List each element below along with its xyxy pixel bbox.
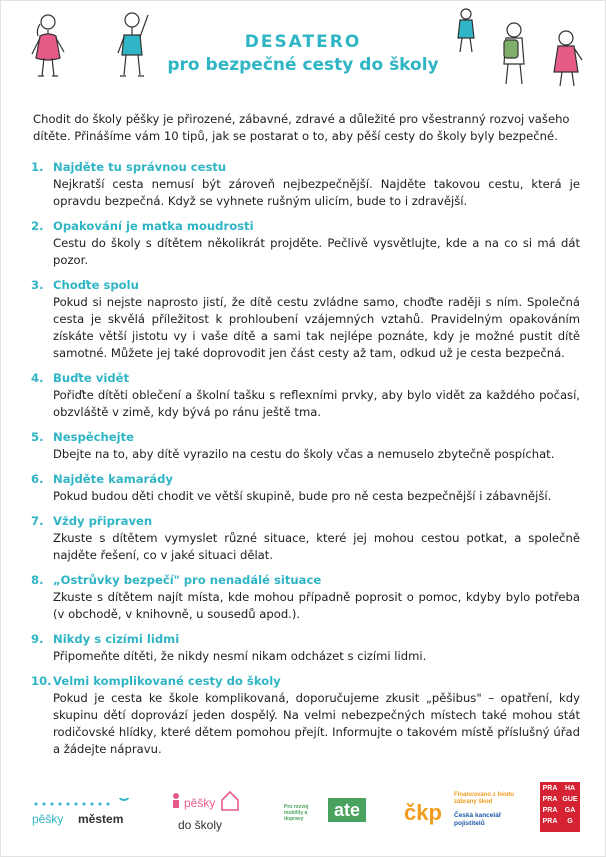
logo-pesky-do-skoly-text-b: do školy xyxy=(178,818,223,832)
tip-text: Cestu do školy s dítětem několikrát projděte. Pečlivě vysvětlujte, kde a na co si má dát pozor. xyxy=(53,236,580,267)
logo-ckp xyxy=(404,792,524,832)
tip-item xyxy=(0,159,606,210)
tip-item xyxy=(0,513,606,564)
page-subtitle: pro bezpečné cesty do školy xyxy=(167,55,439,75)
tip-title: Buďte vidět xyxy=(53,371,130,385)
tip-number: 8. xyxy=(31,573,44,587)
logo-ckp-fund-text: Financováno z fondu zábrany škod xyxy=(454,792,514,805)
logo-pesky-do-skoly-text-a: pěšky xyxy=(184,796,216,810)
dotted-path-icon xyxy=(32,798,136,810)
praha-text: PRA xyxy=(542,818,558,825)
tip-title: Najděte tu správnou cestu xyxy=(53,160,227,174)
tip-number: 7. xyxy=(31,514,44,528)
logo-ckp-name-text: Česká kancelář pojistitelů xyxy=(454,812,502,827)
tip-number: 5. xyxy=(31,430,44,444)
tip-item xyxy=(0,277,606,362)
logo-pesky-mestem xyxy=(32,798,136,834)
logo-ate-big-text: ate xyxy=(328,798,366,822)
tip-title: Choďte spolu xyxy=(53,278,139,292)
logo-pesky-mestem-text-b: městem xyxy=(78,812,124,826)
praha-text: G xyxy=(567,818,573,825)
tip-text: Pokud si nejste naprosto jistí, že dítě cestu zvládne samo, choďte raději s ním. Společná cesta je skvělá příležitost k prohloubení vzájemných vztahů. Pravidelným opakováním získáte větší jistotu vy i vaše dítě a sami tak nejlépe poznáte, kdy je možné pustit dítě samotné. Můžete jej také doprovodit jen část cesty až tam, odkud už je cesta bezpečná. xyxy=(53,295,580,360)
tip-text: Zkuste s dítětem vymyslet různé situace, které jej mohou cestou potkat, a společně najděte řešení, co v jaké situaci dělat. xyxy=(53,531,580,562)
tips-list xyxy=(0,159,606,766)
tip-title: „Ostrůvky bezpečí" pro nenadálé situace xyxy=(53,573,322,587)
logo-praha xyxy=(540,782,580,832)
partner-logos xyxy=(0,780,606,840)
tip-title: Najděte kamarády xyxy=(53,472,173,486)
tip-item xyxy=(0,631,606,665)
tip-title: Velmi komplikované cesty do školy xyxy=(53,674,281,688)
logo-ate-small-text: Pro rozvoj mobility a dopravy xyxy=(284,804,309,822)
intro-paragraph: Chodit do školy pěšky je přirozené, zábavné, zdravé a důležité pro všestranný rozvoj vašeho dítěte. Přinášíme vám 10 tipů, jak se postarat o to, aby pěší cesty do školy byly bezpečné. xyxy=(33,112,570,143)
tip-item xyxy=(0,429,606,463)
tip-text: Dbejte na to, aby dítě vyrazilo na cestu do školy včas a nemuselo zbytečně pospíchat. xyxy=(53,447,555,461)
tip-item xyxy=(0,370,606,421)
logo-pesky-mestem-text-a: pěšky xyxy=(32,812,64,826)
praha-text: PRA xyxy=(542,785,558,792)
tip-number: 3. xyxy=(31,278,44,292)
tip-number: 9. xyxy=(31,632,44,646)
tip-number: 10. xyxy=(31,674,52,688)
tip-text: Zkuste s dítětem najít místa, kde mohou případně poprosit o pomoc, kdyby bylo potřeba (v obchodě, v knihovně, u sousedů apod.). xyxy=(53,590,580,621)
logo-ate xyxy=(284,798,368,828)
tip-number: 2. xyxy=(31,219,44,233)
logo-ckp-big-text: čkp xyxy=(404,800,442,825)
tip-number: 1. xyxy=(31,160,44,174)
tip-title: Nespěchejte xyxy=(53,430,134,444)
logo-pesky-do-skoly xyxy=(168,788,240,838)
tip-number: 6. xyxy=(31,472,44,486)
tip-title: Nikdy s cizími lidmi xyxy=(53,632,180,646)
tip-item xyxy=(0,471,606,505)
tip-text: Pokud je cesta ke škole komplikovaná, doporučujeme zkusit „pěšibus" – opatření, kdy skupinu dětí doprovází jeden dospělý. Na velmi nebezpečných místech také mohou stát rodičovské hlídky, které dětem pomohou přejít. Informujte o takovém místě příslušný úřad a žádejte nápravu. xyxy=(53,691,580,756)
praha-text: GUE xyxy=(562,796,578,803)
tip-text: Pokud budou děti chodit ve větší skupině, bude pro ně cesta bezpečnější i zábavnější. xyxy=(53,489,552,503)
praha-text: GA xyxy=(564,807,576,814)
page-title: DESATERO xyxy=(244,32,362,52)
tip-number: 4. xyxy=(31,371,44,385)
praha-text: PRA xyxy=(542,807,558,814)
tip-text: Nejkratší cesta nemusí být zároveň nejbezpečnější. Najděte takovou cestu, která je opravdu bezpečná. Když se vyhnete rušným ulicím, bude to i zdravější. xyxy=(53,177,580,208)
praha-text: PRA xyxy=(542,796,558,803)
tip-text: Pořiďte dítěti oblečení a školní tašku s reflexními prvky, aby bylo vidět za každého počasí, obzvláště v zimě, kdy bývá po ránu ještě tma. xyxy=(53,388,580,419)
tip-item xyxy=(0,218,606,269)
tip-item xyxy=(0,673,606,758)
praha-text: HA xyxy=(564,785,576,792)
tip-text: Připomeňte dítěti, že nikdy nesmí nikam odcházet s cizími lidmi. xyxy=(53,649,427,663)
tip-title: Opakování je matka moudrosti xyxy=(53,219,254,233)
tip-title: Vždy připraven xyxy=(53,514,153,528)
tip-item xyxy=(0,572,606,623)
